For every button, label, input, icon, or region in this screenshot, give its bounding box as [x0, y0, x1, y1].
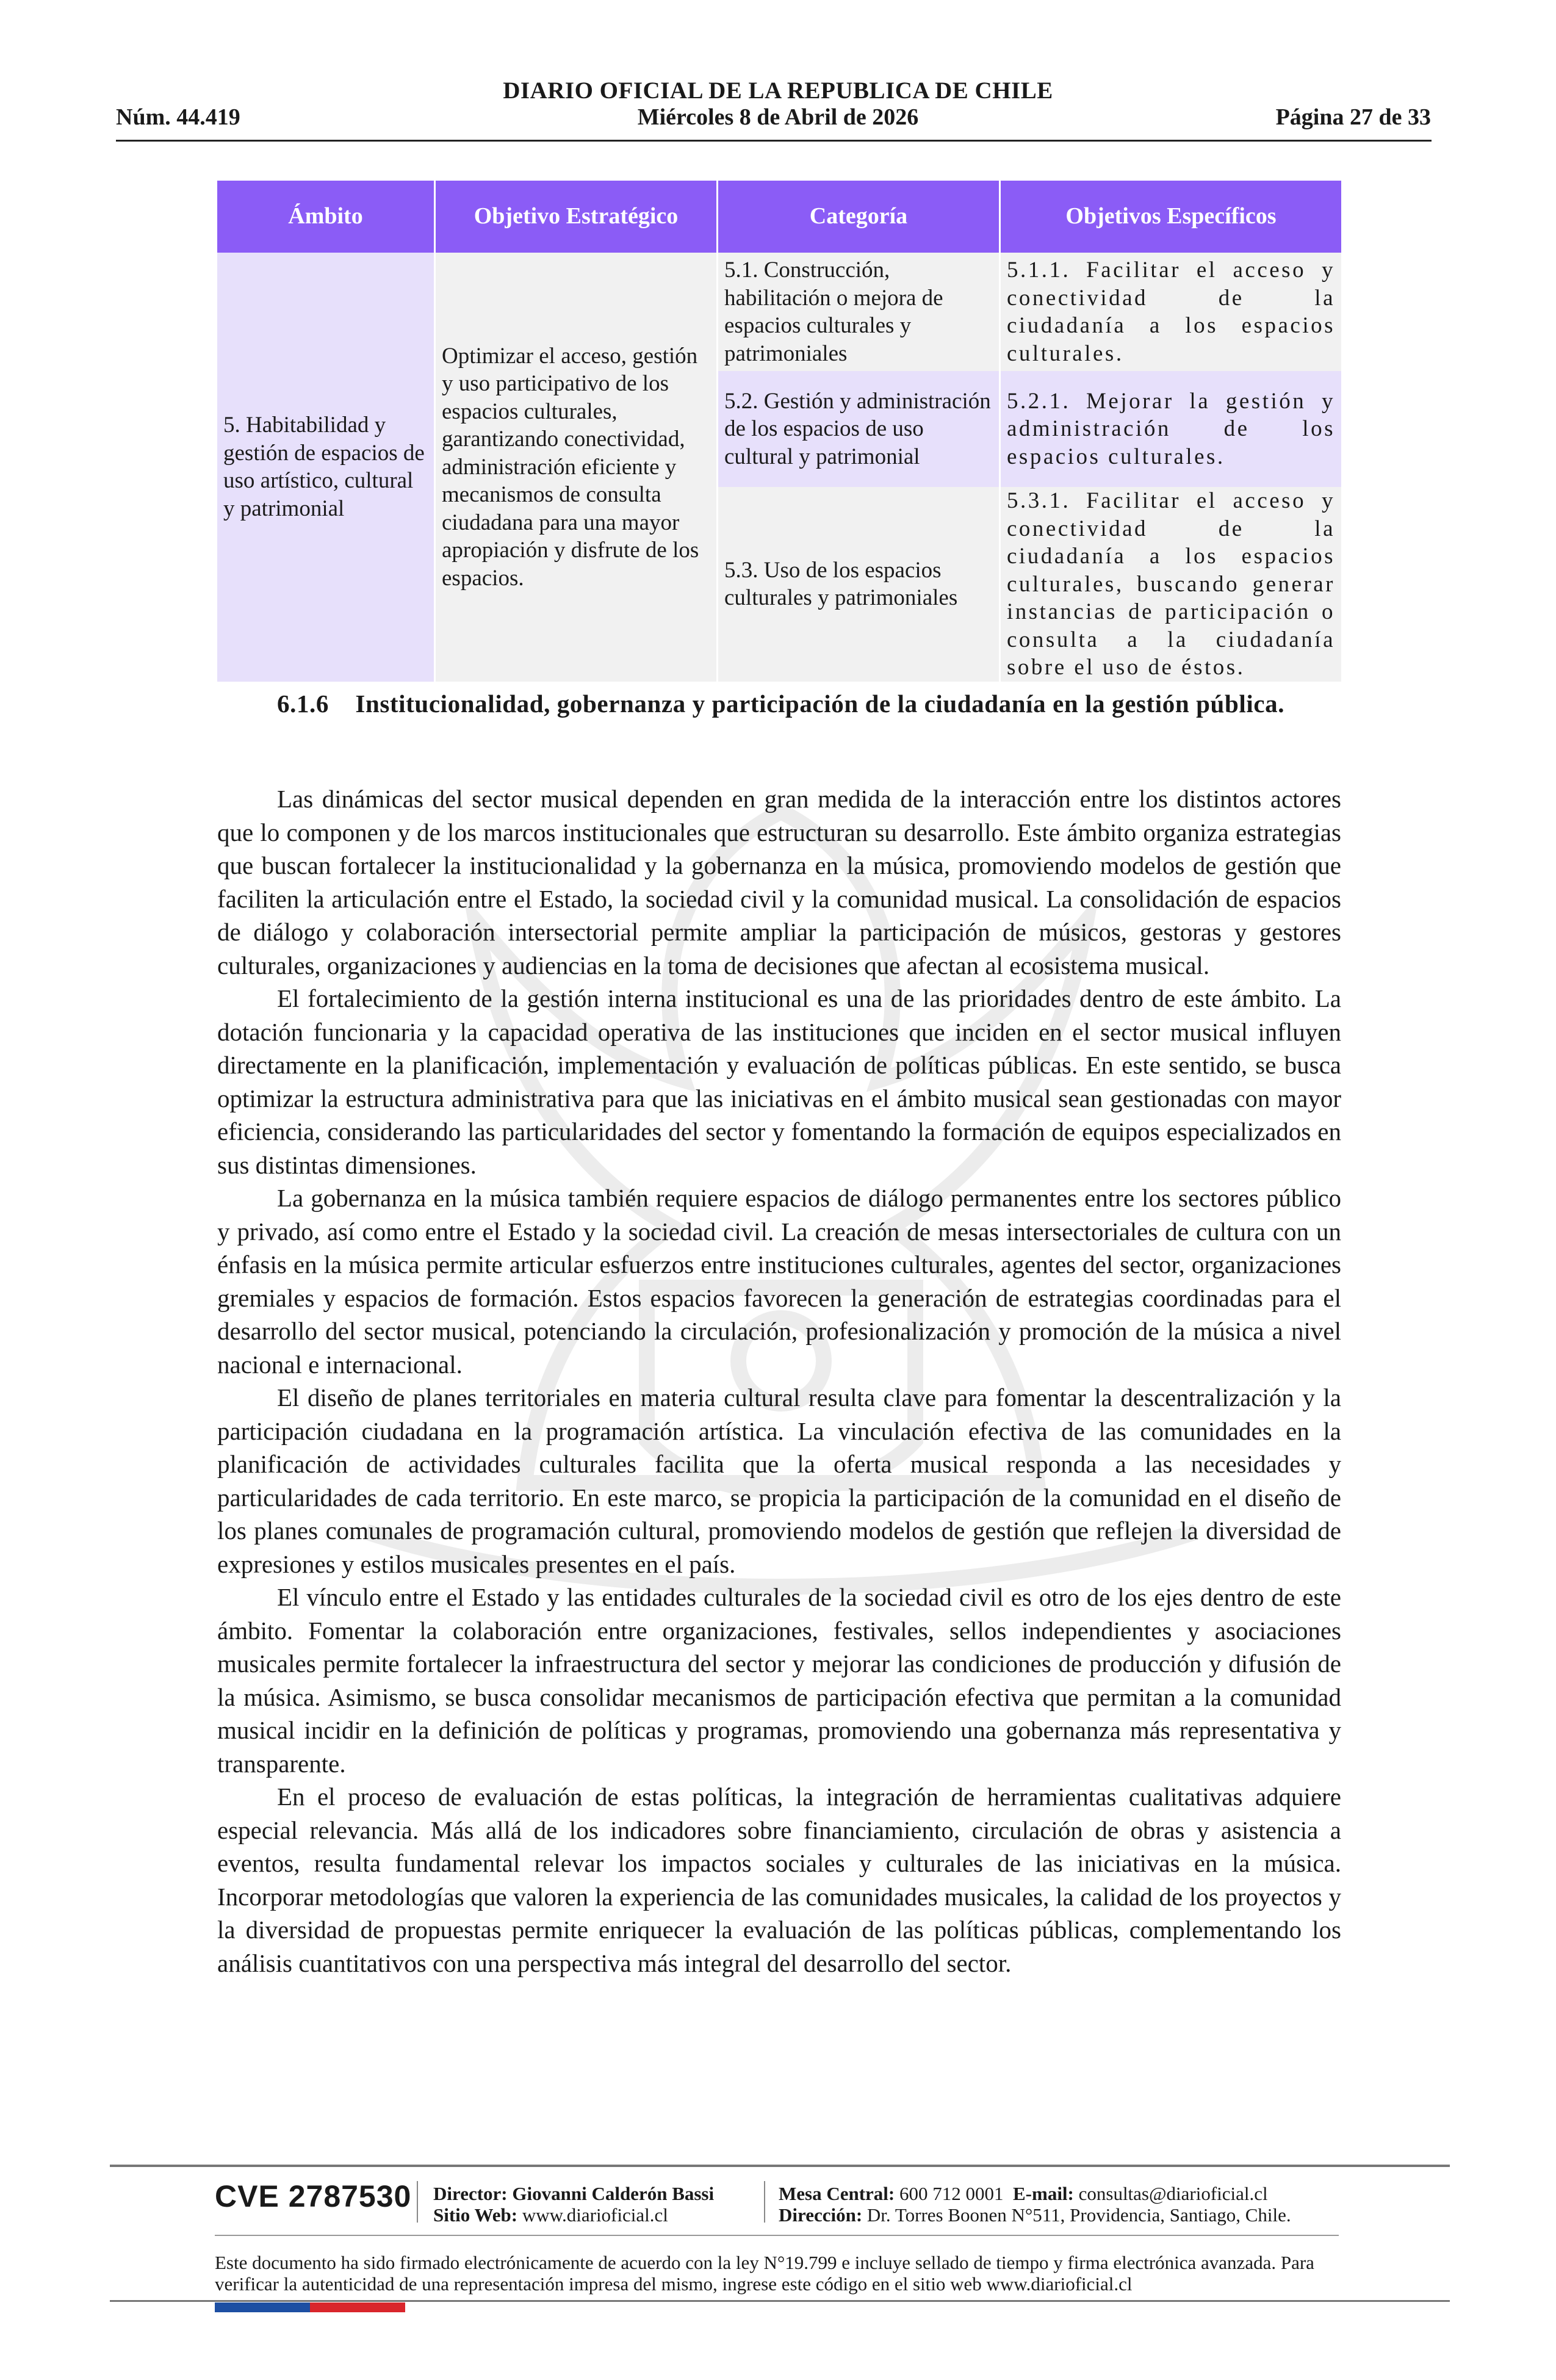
objectives-table	[217, 181, 1341, 682]
especifico-cell	[1000, 487, 1342, 682]
phone-label: Mesa Central:	[779, 2183, 895, 2204]
especifico-text: 5.2.1. Mejorar la gestión y administración de los espacios culturales.	[1007, 388, 1335, 469]
section-body	[217, 782, 1341, 1980]
journal-title: DIARIO OFICIAL DE LA REPUBLICA DE CHILE	[503, 78, 1053, 104]
paragraph: El fortalecimiento de la gestión interna institucional es una de las prioridades dentro de este ámbito. La dotación funcionaria y la capacidad operativa de las instituciones que inciden en el sector musical influyen directamente en la planificación, implementación y evaluación de políticas públicas. En este sentido, se busca optimizar la estructura administrativa para que las iniciativas en el ámbito musical sean gestionadas con mayor eficiencia, considerando las particularidades del sector y fomentando la formación de equipos especializados en sus distintas dimensiones.	[217, 984, 1341, 1179]
ambito-cell: 5. Habitabilidad y gestión de espacios de uso artístico, cultural y patrimonial	[217, 253, 435, 682]
header-objetivos-especificos: Objetivos Específicos	[1000, 181, 1342, 253]
paragraph: En el proceso de evaluación de estas políticas, la integración de herramientas cualitativas adquiere especial relevancia. Más allá de los indicadores sobre financiamiento, circulación de obras y asistencia a eventos, resulta fundamental relevar los impactos sociales y culturales de las iniciativas en la música. Incorporar metodologías que valoren la experiencia de las comunidades musicales, la calidad de los proyectos y la diversidad de propuestas permite enriquecer la evaluación de las políticas públicas, complementando los análisis cuantitativos con una perspectiva más integral del desarrollo del sector.	[217, 1783, 1341, 1977]
categoria-cell: 5.3. Uso de los espacios culturales y patrimoniales	[718, 487, 1000, 682]
categoria-cell: 5.1. Construcción, habilitación o mejora de espacios culturales y patrimoniales	[718, 253, 1000, 371]
table-header-row	[217, 181, 1341, 253]
email-link[interactable]: consultas@diarioficial.cl	[1078, 2183, 1268, 2204]
cve-code: CVE 2787530	[215, 2179, 412, 2213]
director-label: Director:	[433, 2183, 508, 2204]
header-ambito: Ámbito	[217, 181, 435, 253]
phone-number: 600 712 0001	[899, 2183, 1004, 2204]
issue-number: Núm. 44.419	[116, 104, 240, 130]
address: Dr. Torres Boonen N°511, Providencia, Santiago, Chile.	[866, 2204, 1291, 2226]
paragraph: El vínculo entre el Estado y las entidades culturales de la sociedad civil es otro de los ejes dentro de este ámbito. Fomentar la colaboración entre organizaciones, festivales, sellos independientes y asociaciones musicales permite fortalecer la infraestructura del sector y mejorar las condiciones de producción y difusión de la música. Asimismo, se busca consolidar mecanismos de participación efectiva que permitan a la comunidad musical incidir en la definición de políticas y programas, promoviendo una gobernanza más representativa y transparente.	[217, 1583, 1341, 1778]
especifico-text: 5.3.1. Facilitar el acceso y conectividad de la ciudadanía a los espacios culturales, buscando generar instancias de participación o consulta a la ciudadanía sobre el uso de éstos.	[1007, 488, 1335, 680]
address-label: Dirección:	[779, 2204, 863, 2226]
signature-note: Este documento ha sido firmado electrónicamente de acuerdo con la ley N°19.799 e incluye sellado de tiempo y firma electrónica avanzada. Para verificar la autenticidad de una representación impresa del mismo, ingrese este código en el sitio web www.diarioficial.cl	[215, 2252, 1314, 2295]
flag-stripe-red	[310, 2302, 405, 2312]
categoria-cell: 5.2. Gestión y administración de los espacios de uso cultural y patrimonial	[718, 371, 1000, 487]
footer-divider-bottom	[110, 2300, 1450, 2302]
issue-date: Miércoles 8 de Abril de 2026	[637, 104, 919, 130]
section-title: Institucionalidad, gobernanza y participación de la ciudadanía en la gestión pública.	[355, 690, 1285, 718]
paragraph: Las dinámicas del sector musical dependen en gran medida de la interacción entre los distintos actores que lo componen y de los marcos institucionales que estructuran su desarrollo. Este ámbito organiza estrategias que buscan fortalecer la institucionalidad y la gobernanza en la música, promoviendo modelos de gestión que faciliten la articulación entre el Estado, la sociedad civil y la comunidad musical. La consolidación de espacios de diálogo y colaboración intersectorial permite ampliar la participación de músicos, gestoras y gestores culturales, organizaciones y audiencias en la toma de decisiones que afectan al ecosistema musical.	[217, 785, 1341, 979]
header-objetivo-estrategico: Objetivo Estratégico	[435, 181, 718, 253]
paragraph: El diseño de planes territoriales en materia cultural resulta clave para fomentar la descentralización y la participación ciudadana en la programación artística. La vinculación efectiva de las comunidades en la planificación de actividades culturales facilita que la oferta musical responda a las necesidades y particularidades de cada territorio. En este marco, se propicia la participación de la comunidad en el diseño de los planes comunales de programación cultural, promoviendo modelos de gestión que reflejen la diversidad de expresiones y estilos musicales presentes en el país.	[217, 1383, 1341, 1578]
especifico-cell	[1000, 253, 1342, 371]
director-name: Giovanni Calderón Bassi	[512, 2183, 715, 2204]
footer-separator	[417, 2181, 418, 2223]
footer-divider-top	[110, 2165, 1450, 2167]
footer-contact-block	[779, 2183, 1291, 2226]
page-number: Página 27 de 33	[1275, 104, 1431, 130]
flag-stripe-blue	[215, 2302, 310, 2312]
website-link[interactable]: www.diarioficial.cl	[522, 2204, 668, 2226]
objetivo-cell: Optimizar el acceso, gestión y uso participativo de los espacios culturales, garantizando conectividad, administración eficiente y mecanismos de consulta ciudadana para una mayor apropiación y disfrute de los espacios.	[435, 253, 718, 682]
especifico-cell	[1000, 371, 1342, 487]
header-divider	[116, 140, 1432, 142]
header-categoria: Categoría	[718, 181, 1000, 253]
footer-director-block	[433, 2183, 714, 2226]
footer-separator	[764, 2181, 765, 2223]
table-row	[217, 253, 1341, 371]
paragraph: La gobernanza en la música también requiere espacios de diálogo permanentes entre los sectores público y privado, así como entre el Estado y la sociedad civil. La creación de mesas intersectoriales de cultura con un énfasis en la música permite articular esfuerzos entre instituciones culturales, agentes del sector, organizaciones gremiales y espacios de formación. Estos espacios favorecen la generación de estrategias coordinadas para el desarrollo del sector musical, potenciando la circulación, profesionalización y promoción de la música a nivel nacional e internacional.	[217, 1184, 1341, 1379]
especifico-text: 5.1.1. Facilitar el acceso y conectividad de la ciudadanía a los espacios culturales.	[1007, 258, 1335, 366]
footer-divider-middle	[215, 2235, 1339, 2236]
email-label: E-mail:	[1013, 2183, 1074, 2204]
section-number: 6.1.6	[277, 690, 329, 718]
website-label: Sitio Web:	[433, 2204, 518, 2226]
section-heading	[217, 686, 1341, 721]
